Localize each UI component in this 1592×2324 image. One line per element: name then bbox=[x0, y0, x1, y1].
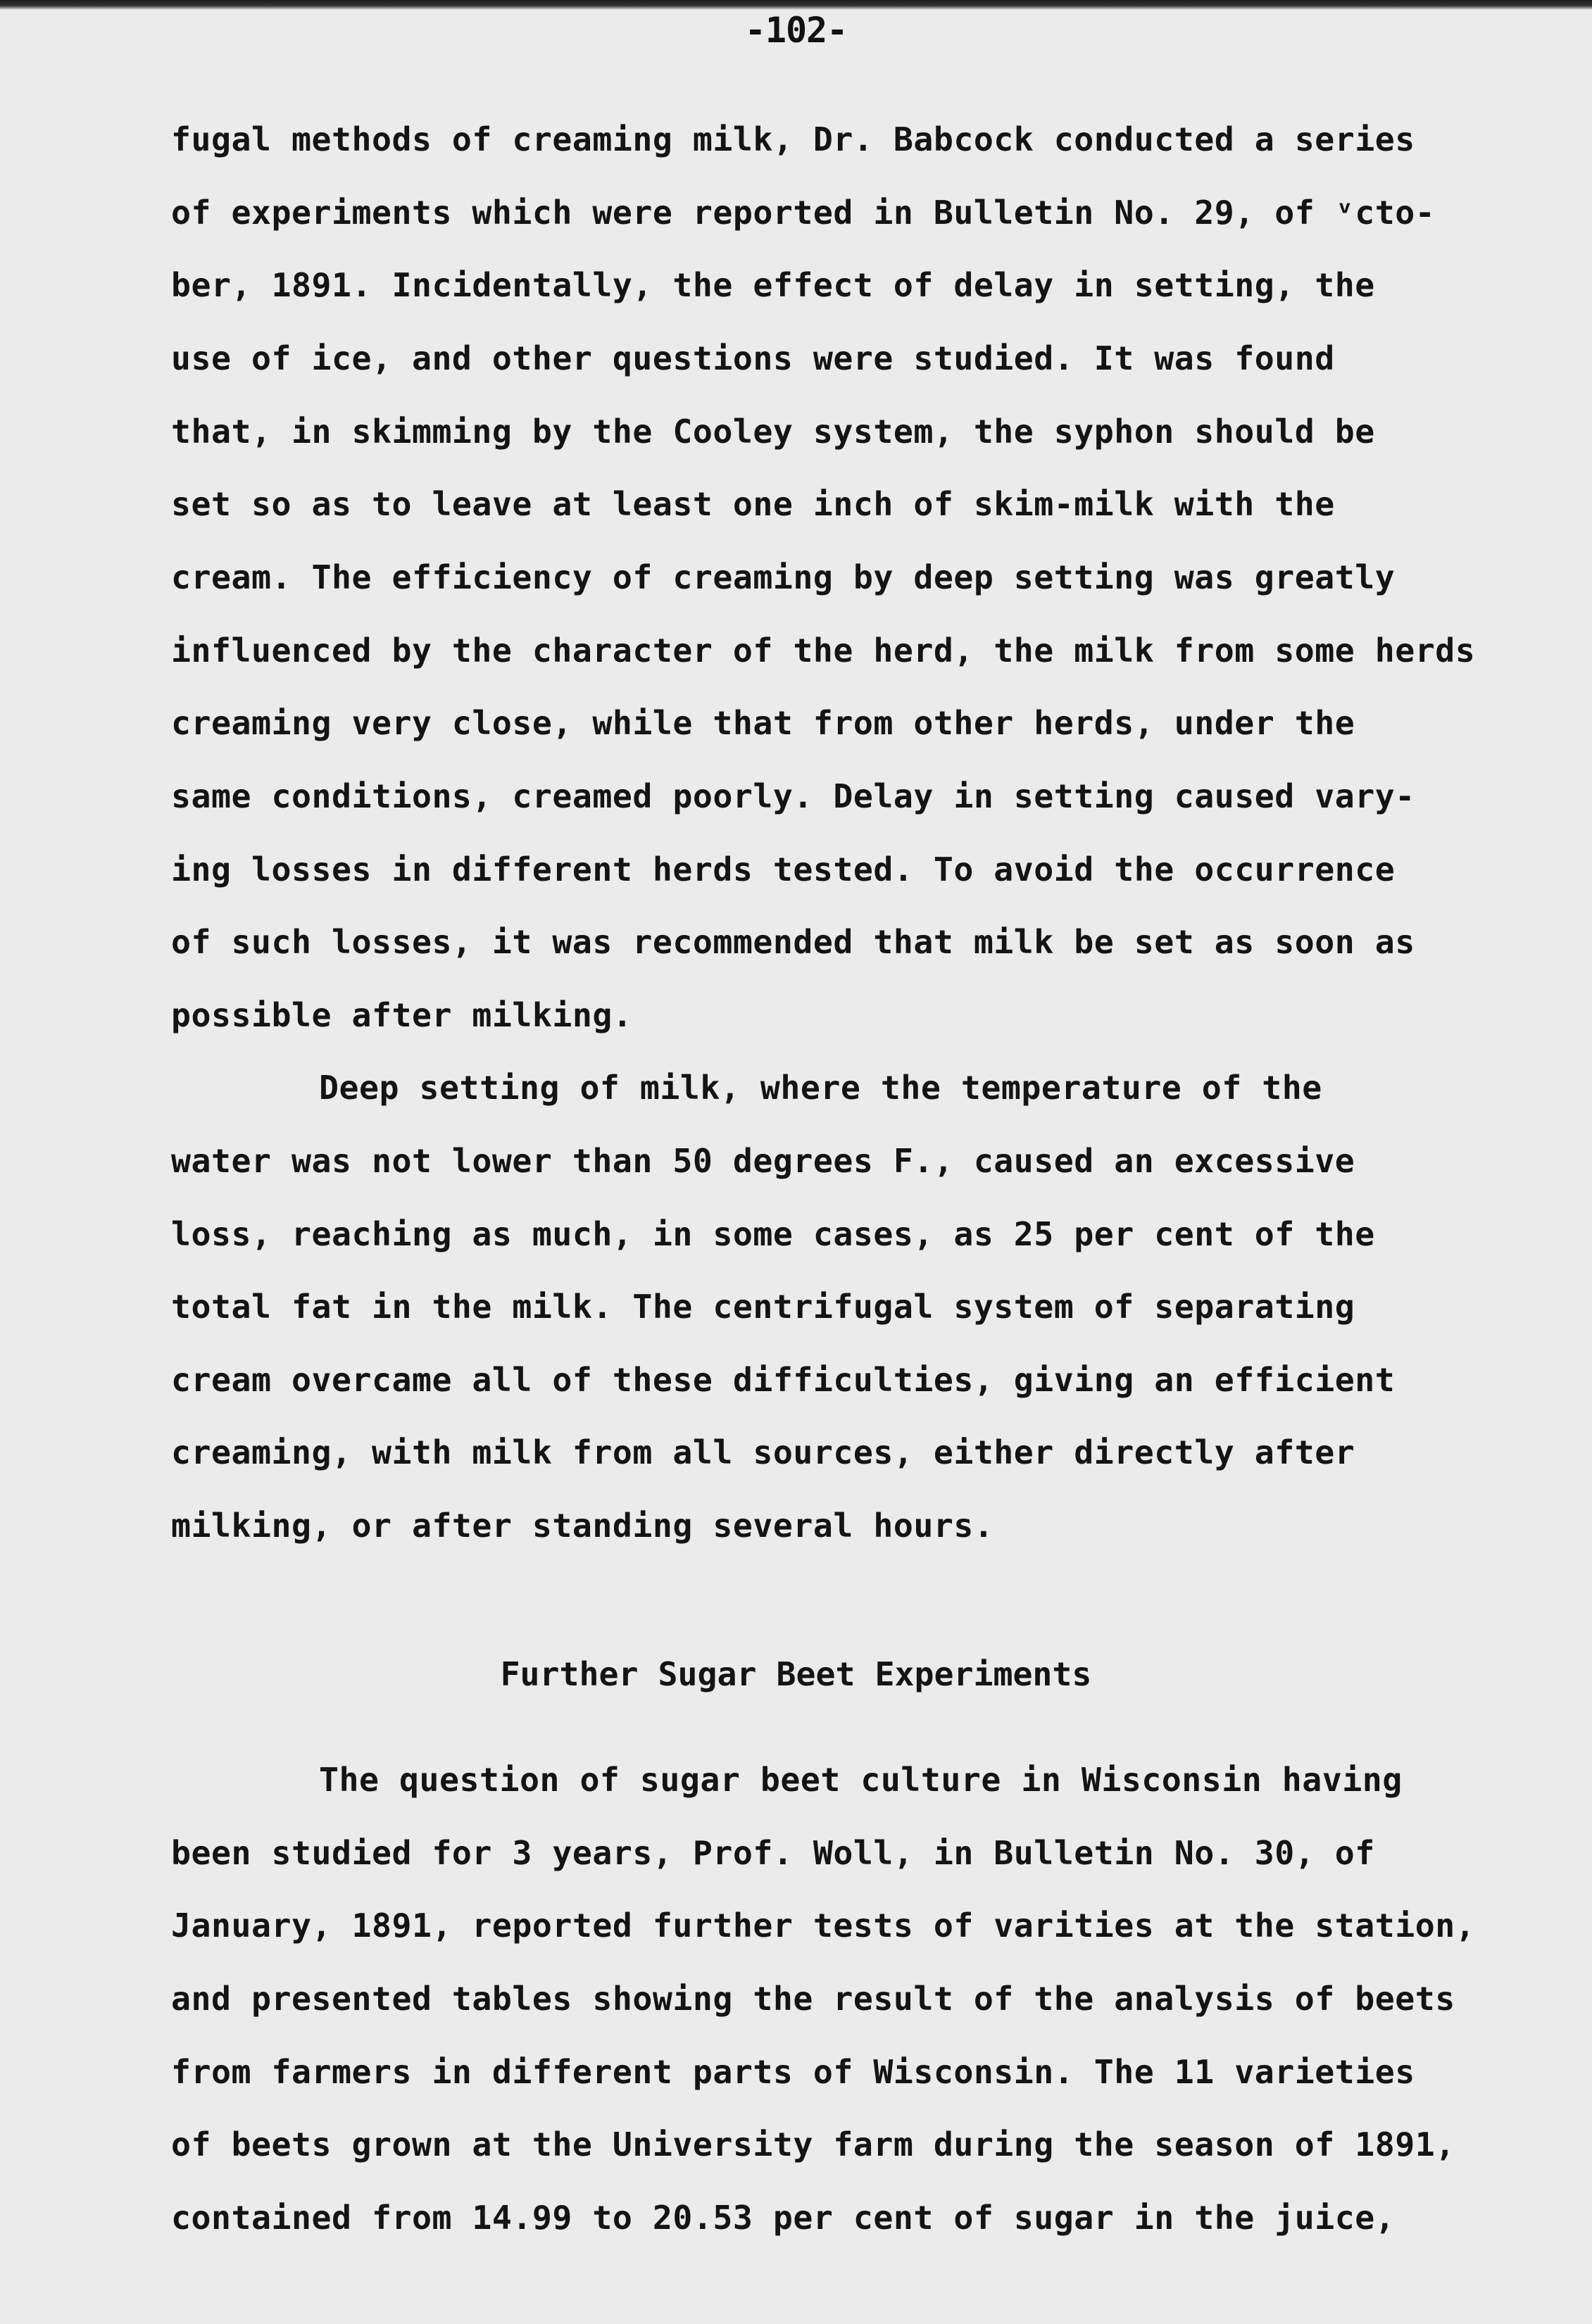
text-line: creaming, with milk from all sources, either directly after bbox=[171, 1433, 1355, 1471]
text-line: use of ice, and other questions were studied. It was found bbox=[171, 339, 1335, 377]
text-line: milking, or after standing several hours. bbox=[171, 1507, 994, 1545]
text-line: Deep setting of milk, where the temperature of the bbox=[319, 1069, 1322, 1107]
text-line: loss, reaching as much, in some cases, as 25 per cent of the bbox=[171, 1215, 1375, 1253]
text-line: cream overcame all of these difficulties, giving an efficient bbox=[171, 1361, 1396, 1399]
text-line: that, in skimming by the Cooley system, the syphon should be bbox=[171, 413, 1375, 451]
text-line: total fat in the milk. The centrifugal system of separating bbox=[171, 1288, 1355, 1326]
text-line: possible after milking. bbox=[171, 996, 633, 1034]
text-line: been studied for 3 years, Prof. Woll, in Bulletin No. 30, of bbox=[171, 1834, 1375, 1872]
text-line: same conditions, creamed poorly. Delay in setting caused vary- bbox=[171, 777, 1415, 815]
text-line: and presented tables showing the result of the analysis of beets bbox=[171, 1980, 1455, 2018]
text-line: of beets grown at the University farm during the season of 1891, bbox=[171, 2125, 1455, 2163]
text-line: from farmers in different parts of Wisconsin. The 11 varieties bbox=[171, 2053, 1415, 2091]
text-line: fugal methods of creaming milk, Dr. Babcock conducted a series bbox=[171, 120, 1415, 158]
text-line: creaming very close, while that from other herds, under the bbox=[171, 704, 1355, 742]
text-line: influenced by the character of the herd, the milk from some herds bbox=[171, 632, 1476, 670]
section-heading: Further Sugar Beet Experiments bbox=[500, 1655, 1092, 1693]
scan-top-edge bbox=[0, 0, 1592, 10]
text-line: The question of sugar beet culture in Wisconsin having bbox=[319, 1761, 1403, 1799]
page-number: -102- bbox=[744, 10, 848, 51]
text-line: ing losses in different herds tested. To avoid the occurrence bbox=[171, 850, 1396, 888]
text-line: of experiments which were reported in Bulletin No. 29, of ᵛcto- bbox=[171, 194, 1436, 232]
text-line: contained from 14.99 to 20.53 per cent of sugar in the juice, bbox=[171, 2199, 1396, 2237]
text-line: cream. The efficiency of creaming by deep setting was greatly bbox=[171, 558, 1396, 596]
text-line: of such losses, it was recommended that milk be set as soon as bbox=[171, 923, 1415, 961]
text-line: ber, 1891. Incidentally, the effect of delay in setting, the bbox=[171, 266, 1375, 304]
text-line: set so as to leave at least one inch of skim-milk with the bbox=[171, 485, 1335, 523]
text-line: January, 1891, reported further tests of varities at the station, bbox=[171, 1907, 1476, 1945]
text-line: water was not lower than 50 degrees F., caused an excessive bbox=[171, 1142, 1355, 1180]
